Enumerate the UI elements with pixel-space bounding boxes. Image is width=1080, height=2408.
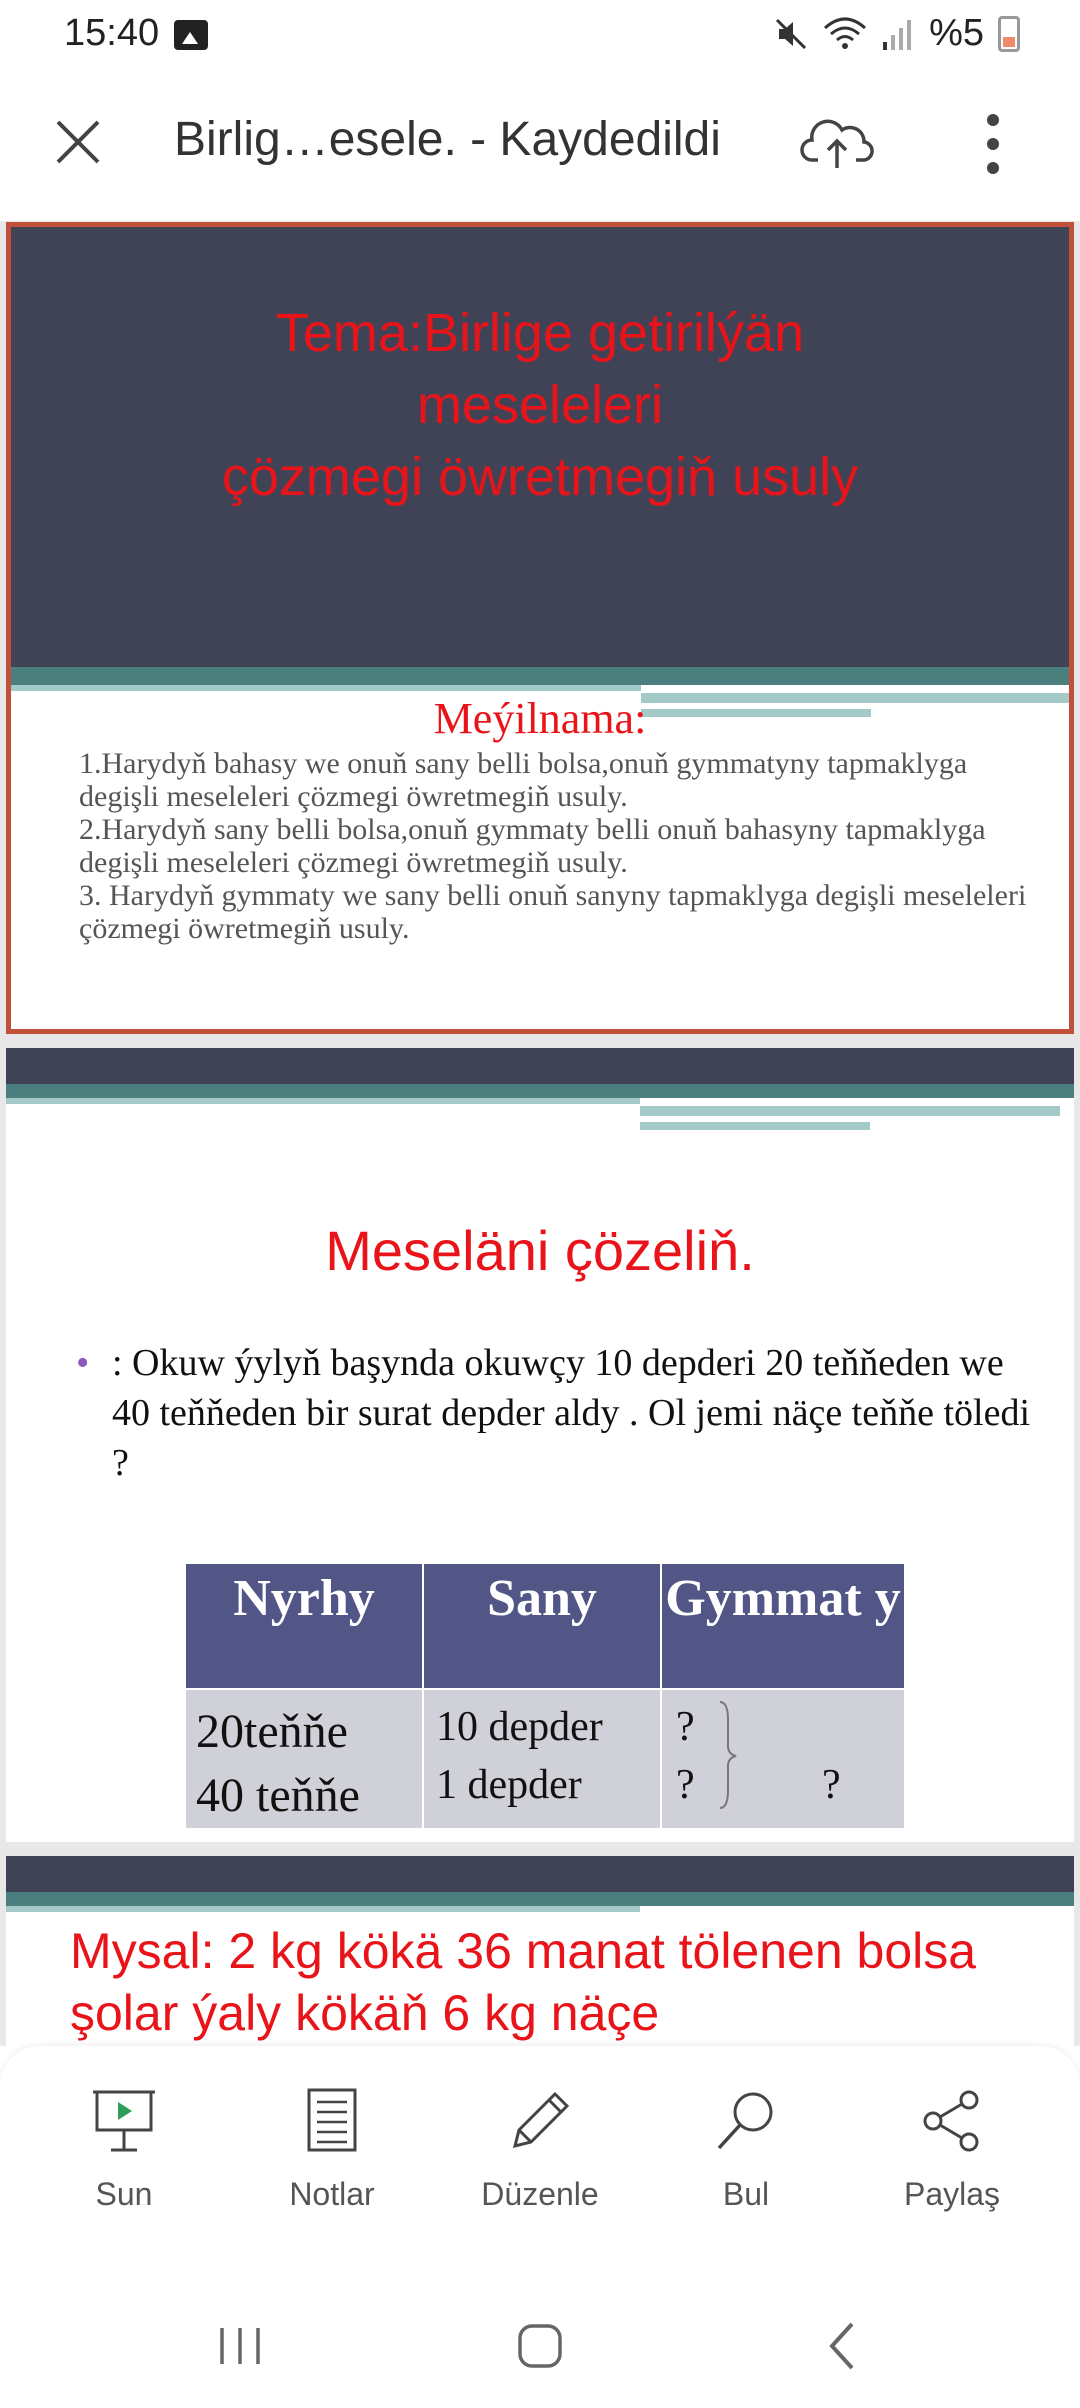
- back-icon[interactable]: [812, 2316, 872, 2376]
- document-title: Birlig…esele. - Kaydedildi: [174, 113, 721, 166]
- table-cell-value: 40 teňňe: [196, 1769, 360, 1822]
- decor-stripe: [6, 1084, 1074, 1098]
- bottom-toolbar: [0, 2046, 1080, 2276]
- toolbar-label: Sun: [95, 2176, 153, 2212]
- price-table: [186, 1564, 904, 1828]
- share-icon: [917, 2086, 987, 2156]
- presentation-view[interactable]: [0, 222, 1080, 2046]
- table-header-nyrhy: Nyrhy: [186, 1564, 422, 1688]
- decor-stripe: [640, 1106, 1060, 1116]
- table-header-gymmaty: Gymmat y: [662, 1564, 904, 1688]
- search-icon: [711, 2086, 781, 2156]
- decor-stripe: [6, 1098, 640, 1104]
- slide-title-line: çözmegi öwretmegiň usuly: [221, 447, 859, 507]
- list-item: 2.Harydyň sany belli bolsa,onuň gymmaty belli onuň bahasyny tapmaklyga degişli meseleleri çözmegi öwretmegiň usuly.: [79, 813, 986, 879]
- battery-percent: %5: [929, 12, 984, 54]
- toolbar-label: Bul: [722, 2176, 770, 2212]
- toolbar-label: Notlar: [289, 2176, 375, 2212]
- decor-stripe: [11, 667, 1069, 685]
- slide-2[interactable]: [6, 1048, 1074, 1842]
- table-total-value: ?: [822, 1762, 841, 1808]
- toolbar-find-button[interactable]: [646, 2086, 846, 2213]
- toolbar-share-button[interactable]: [852, 2086, 1052, 2213]
- list-item: 1.Harydyň bahasy we onuň sany belli bolsa,onuň gymmatyny tapmaklyga degişli meseleleri çözmegi öwretmegiň usuly.: [79, 747, 968, 813]
- mute-icon: [773, 16, 809, 52]
- slide-3[interactable]: [6, 1856, 1074, 2046]
- slide-title-line: meseleleri: [416, 375, 664, 435]
- toolbar-present-button[interactable]: [24, 2086, 224, 2213]
- table-cell-value: 20teňňe: [196, 1705, 348, 1758]
- recent-apps-icon[interactable]: [210, 2316, 270, 2376]
- bullet-dot-icon: •: [76, 1342, 90, 1384]
- table-divider: [422, 1564, 424, 1828]
- decor-stripe: [640, 1122, 870, 1130]
- table-cell-value: ?: [676, 1762, 695, 1808]
- toolbar-label: Düzenle: [481, 2176, 599, 2212]
- decor-stripe: [11, 685, 641, 691]
- slide-heading: Meseläni çözeliň.: [325, 1219, 755, 1282]
- cloud-upload-icon[interactable]: [800, 112, 874, 172]
- status-icons: [773, 12, 1020, 55]
- bullet-text: : Okuw ýylyň başynda okuwçy 10 depderi 20 teňňeden we 40 teňňeden bir surat depder aldy . Ol jemi näçe teňňe töledi ?: [112, 1342, 1031, 1484]
- slide-subheading: Meýilnama:: [433, 694, 647, 743]
- status-time: 15:40: [64, 12, 160, 54]
- notes-icon: [297, 2086, 367, 2156]
- slide-body-list: [79, 747, 1029, 945]
- home-icon[interactable]: [510, 2316, 570, 2376]
- table-cell-nyrhy: [186, 1690, 422, 1828]
- brace-icon: [718, 1700, 740, 1810]
- app-bar: [0, 72, 1080, 222]
- toolbar-edit-button[interactable]: [440, 2086, 640, 2213]
- table-cell-value: ?: [676, 1704, 695, 1750]
- battery-icon: [998, 16, 1020, 52]
- more-options-icon[interactable]: [978, 112, 1008, 176]
- system-nav-bar: [0, 2276, 1080, 2408]
- slide-text: Mysal: 2 kg kökä 36 manat tölenen bolsa şolar ýaly kökäň 6 kg näçe: [70, 1923, 977, 2041]
- table-cell-gymmaty: [662, 1690, 904, 1828]
- slide-title-line: Tema:Birlige getirilýän: [275, 303, 805, 363]
- table-cell-value: 1 depder: [436, 1762, 582, 1808]
- list-item: 3. Harydyň gymmaty we sany belli onuň sanyny tapmaklyga degişli meseleleri çözmegi öwretmegiň usuly.: [79, 879, 1027, 945]
- table-cell-value: 10 depder: [436, 1704, 603, 1750]
- status-bar: [0, 0, 1080, 72]
- toolbar-label: Paylaş: [903, 2176, 1001, 2212]
- signal-icon: [881, 16, 915, 52]
- wifi-icon: [823, 16, 867, 52]
- slide-1[interactable]: [6, 222, 1074, 1034]
- present-icon: [89, 2086, 159, 2156]
- decor-stripe: [6, 1906, 640, 1912]
- slide-header-bar: [6, 1856, 1074, 1892]
- pencil-icon: [505, 2086, 575, 2156]
- slide-title: [11, 297, 1069, 513]
- slide-header: [11, 227, 1069, 667]
- image-notification-icon: [174, 20, 208, 50]
- toolbar-notes-button[interactable]: [232, 2086, 432, 2213]
- decor-stripe: [6, 1892, 1074, 1906]
- bullet-item: [76, 1338, 1042, 1488]
- table-header-sany: Sany: [424, 1564, 660, 1688]
- table-cell-sany: [424, 1690, 660, 1828]
- close-icon[interactable]: [52, 116, 104, 168]
- table-divider: [660, 1564, 662, 1828]
- slide-header-bar: [6, 1048, 1074, 1084]
